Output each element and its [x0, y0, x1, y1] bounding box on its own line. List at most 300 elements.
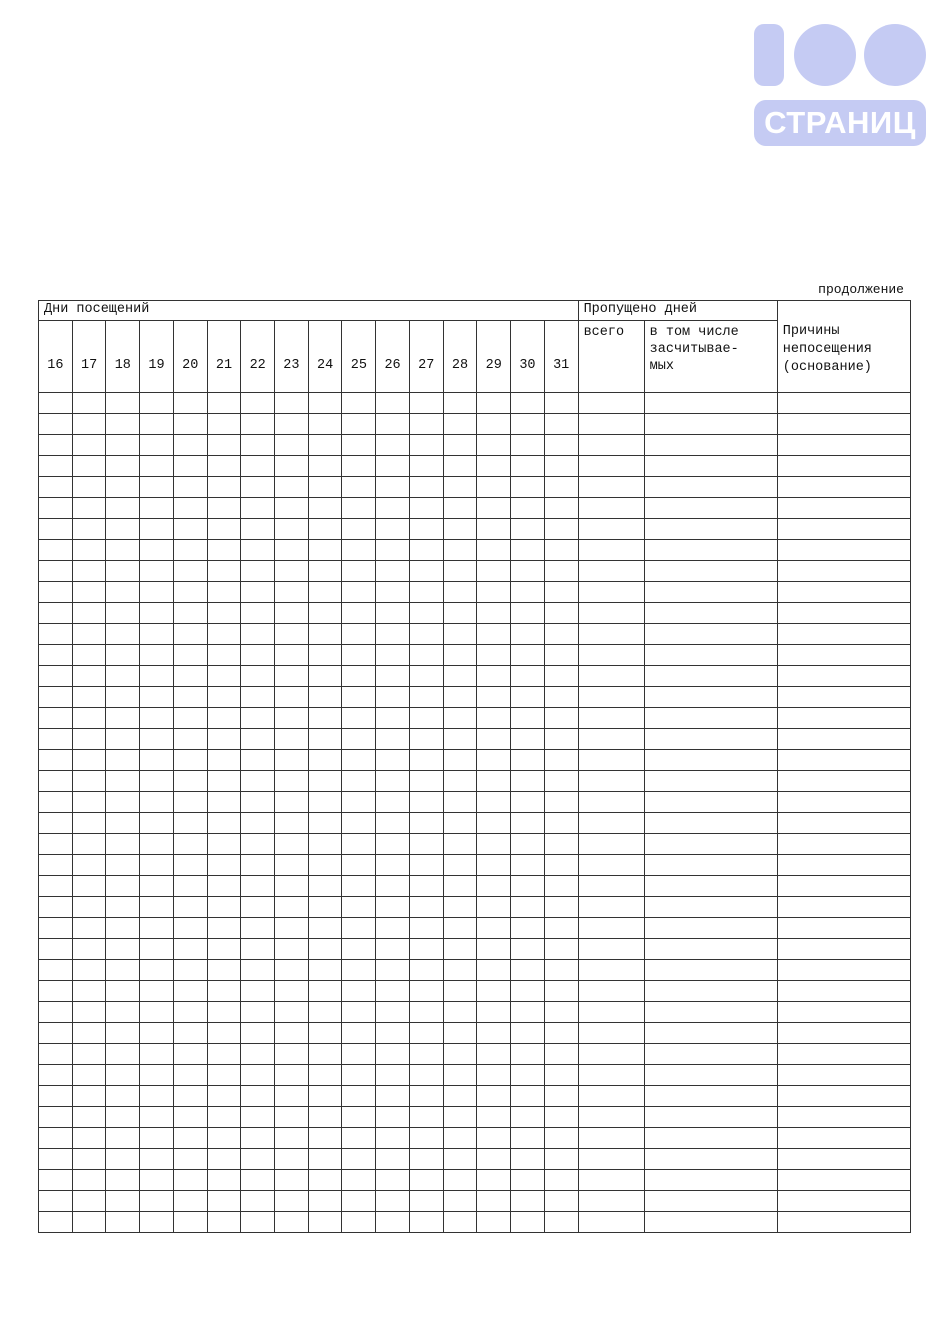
table-cell[interactable]: [275, 960, 309, 981]
table-cell[interactable]: [443, 393, 477, 414]
table-cell[interactable]: [275, 855, 309, 876]
table-cell[interactable]: [544, 855, 578, 876]
table-cell[interactable]: [308, 540, 342, 561]
table-cell[interactable]: [578, 582, 644, 603]
table-cell[interactable]: [777, 981, 910, 1002]
table-cell[interactable]: [72, 876, 106, 897]
table-cell[interactable]: [409, 1128, 443, 1149]
table-cell[interactable]: [578, 1086, 644, 1107]
table-cell[interactable]: [241, 939, 275, 960]
table-cell[interactable]: [477, 1065, 511, 1086]
table-cell[interactable]: [511, 1149, 545, 1170]
table-cell[interactable]: [376, 1002, 410, 1023]
table-cell[interactable]: [644, 414, 777, 435]
table-cell[interactable]: [207, 435, 241, 456]
table-cell[interactable]: [578, 855, 644, 876]
table-cell[interactable]: [342, 435, 376, 456]
table-cell[interactable]: [308, 750, 342, 771]
table-cell[interactable]: [39, 729, 73, 750]
table-cell[interactable]: [342, 540, 376, 561]
table-cell[interactable]: [140, 393, 174, 414]
table-cell[interactable]: [308, 477, 342, 498]
table-cell[interactable]: [72, 813, 106, 834]
table-cell[interactable]: [241, 1170, 275, 1191]
table-cell[interactable]: [443, 687, 477, 708]
table-cell[interactable]: [544, 897, 578, 918]
table-cell[interactable]: [207, 813, 241, 834]
table-cell[interactable]: [342, 456, 376, 477]
table-cell[interactable]: [578, 1170, 644, 1191]
table-cell[interactable]: [644, 1149, 777, 1170]
table-cell[interactable]: [173, 960, 207, 981]
table-cell[interactable]: [644, 1170, 777, 1191]
table-cell[interactable]: [477, 750, 511, 771]
table-cell[interactable]: [342, 414, 376, 435]
table-cell[interactable]: [275, 666, 309, 687]
table-cell[interactable]: [376, 393, 410, 414]
table-cell[interactable]: [477, 687, 511, 708]
table-cell[interactable]: [443, 981, 477, 1002]
table-cell[interactable]: [342, 1086, 376, 1107]
table-cell[interactable]: [409, 1044, 443, 1065]
table-cell[interactable]: [477, 1191, 511, 1212]
table-cell[interactable]: [207, 750, 241, 771]
table-cell[interactable]: [477, 414, 511, 435]
table-cell[interactable]: [39, 519, 73, 540]
table-cell[interactable]: [376, 1212, 410, 1233]
table-cell[interactable]: [106, 855, 140, 876]
table-cell[interactable]: [140, 498, 174, 519]
table-cell[interactable]: [207, 855, 241, 876]
table-cell[interactable]: [777, 603, 910, 624]
table-cell[interactable]: [578, 666, 644, 687]
table-cell[interactable]: [443, 477, 477, 498]
table-cell[interactable]: [72, 687, 106, 708]
table-cell[interactable]: [207, 1065, 241, 1086]
table-cell[interactable]: [511, 687, 545, 708]
table-cell[interactable]: [578, 729, 644, 750]
table-cell[interactable]: [140, 897, 174, 918]
table-cell[interactable]: [342, 750, 376, 771]
table-cell[interactable]: [443, 414, 477, 435]
table-cell[interactable]: [207, 624, 241, 645]
table-cell[interactable]: [376, 561, 410, 582]
table-cell[interactable]: [39, 1023, 73, 1044]
table-cell[interactable]: [308, 960, 342, 981]
table-cell[interactable]: [39, 624, 73, 645]
table-cell[interactable]: [511, 1023, 545, 1044]
table-cell[interactable]: [173, 435, 207, 456]
table-cell[interactable]: [241, 1086, 275, 1107]
table-cell[interactable]: [477, 792, 511, 813]
table-cell[interactable]: [39, 1107, 73, 1128]
table-cell[interactable]: [308, 498, 342, 519]
table-cell[interactable]: [207, 603, 241, 624]
table-cell[interactable]: [342, 1023, 376, 1044]
table-cell[interactable]: [106, 1170, 140, 1191]
table-cell[interactable]: [511, 1086, 545, 1107]
table-cell[interactable]: [39, 939, 73, 960]
table-cell[interactable]: [308, 897, 342, 918]
table-cell[interactable]: [241, 561, 275, 582]
table-cell[interactable]: [140, 1023, 174, 1044]
table-cell[interactable]: [308, 603, 342, 624]
table-cell[interactable]: [308, 1170, 342, 1191]
table-cell[interactable]: [477, 645, 511, 666]
table-cell[interactable]: [511, 477, 545, 498]
table-cell[interactable]: [644, 1191, 777, 1212]
table-cell[interactable]: [511, 519, 545, 540]
table-cell[interactable]: [207, 1128, 241, 1149]
table-cell[interactable]: [39, 897, 73, 918]
table-cell[interactable]: [207, 561, 241, 582]
table-cell[interactable]: [140, 477, 174, 498]
table-cell[interactable]: [777, 834, 910, 855]
table-cell[interactable]: [777, 414, 910, 435]
table-cell[interactable]: [544, 918, 578, 939]
table-cell[interactable]: [644, 687, 777, 708]
table-cell[interactable]: [72, 540, 106, 561]
table-cell[interactable]: [308, 1212, 342, 1233]
table-cell[interactable]: [544, 519, 578, 540]
table-cell[interactable]: [173, 1044, 207, 1065]
table-cell[interactable]: [777, 498, 910, 519]
table-cell[interactable]: [477, 981, 511, 1002]
table-cell[interactable]: [644, 897, 777, 918]
table-cell[interactable]: [106, 813, 140, 834]
table-cell[interactable]: [275, 519, 309, 540]
table-cell[interactable]: [241, 1149, 275, 1170]
table-cell[interactable]: [72, 435, 106, 456]
table-cell[interactable]: [275, 1128, 309, 1149]
table-cell[interactable]: [511, 540, 545, 561]
table-cell[interactable]: [376, 519, 410, 540]
table-cell[interactable]: [544, 666, 578, 687]
table-cell[interactable]: [409, 918, 443, 939]
table-cell[interactable]: [275, 582, 309, 603]
table-cell[interactable]: [140, 981, 174, 1002]
table-cell[interactable]: [544, 477, 578, 498]
table-cell[interactable]: [106, 981, 140, 1002]
table-cell[interactable]: [578, 897, 644, 918]
table-cell[interactable]: [443, 1023, 477, 1044]
table-cell[interactable]: [511, 498, 545, 519]
table-cell[interactable]: [578, 540, 644, 561]
table-cell[interactable]: [511, 918, 545, 939]
table-cell[interactable]: [443, 834, 477, 855]
table-cell[interactable]: [207, 456, 241, 477]
table-cell[interactable]: [477, 960, 511, 981]
table-cell[interactable]: [140, 456, 174, 477]
table-cell[interactable]: [777, 687, 910, 708]
table-cell[interactable]: [173, 855, 207, 876]
table-cell[interactable]: [275, 729, 309, 750]
table-cell[interactable]: [275, 792, 309, 813]
table-cell[interactable]: [140, 1044, 174, 1065]
table-cell[interactable]: [443, 897, 477, 918]
table-cell[interactable]: [477, 939, 511, 960]
table-cell[interactable]: [376, 1191, 410, 1212]
table-cell[interactable]: [477, 1149, 511, 1170]
table-cell[interactable]: [477, 876, 511, 897]
table-cell[interactable]: [140, 813, 174, 834]
table-cell[interactable]: [644, 540, 777, 561]
table-cell[interactable]: [72, 603, 106, 624]
table-cell[interactable]: [477, 1023, 511, 1044]
table-cell[interactable]: [376, 666, 410, 687]
table-cell[interactable]: [578, 981, 644, 1002]
table-cell[interactable]: [207, 582, 241, 603]
table-cell[interactable]: [241, 519, 275, 540]
table-cell[interactable]: [578, 687, 644, 708]
table-cell[interactable]: [443, 813, 477, 834]
table-cell[interactable]: [376, 1065, 410, 1086]
table-cell[interactable]: [207, 1107, 241, 1128]
table-cell[interactable]: [342, 813, 376, 834]
table-cell[interactable]: [308, 456, 342, 477]
table-cell[interactable]: [140, 876, 174, 897]
table-cell[interactable]: [544, 708, 578, 729]
table-cell[interactable]: [308, 813, 342, 834]
table-cell[interactable]: [777, 645, 910, 666]
table-cell[interactable]: [241, 729, 275, 750]
table-cell[interactable]: [644, 603, 777, 624]
table-cell[interactable]: [477, 393, 511, 414]
table-cell[interactable]: [241, 393, 275, 414]
table-cell[interactable]: [308, 1086, 342, 1107]
table-cell[interactable]: [39, 561, 73, 582]
table-cell[interactable]: [241, 1128, 275, 1149]
table-cell[interactable]: [376, 750, 410, 771]
table-cell[interactable]: [342, 1065, 376, 1086]
table-cell[interactable]: [409, 456, 443, 477]
table-cell[interactable]: [207, 729, 241, 750]
table-cell[interactable]: [241, 876, 275, 897]
table-cell[interactable]: [777, 456, 910, 477]
table-cell[interactable]: [173, 477, 207, 498]
table-cell[interactable]: [140, 792, 174, 813]
table-cell[interactable]: [376, 897, 410, 918]
table-cell[interactable]: [275, 435, 309, 456]
table-cell[interactable]: [443, 1128, 477, 1149]
table-cell[interactable]: [241, 477, 275, 498]
table-cell[interactable]: [207, 834, 241, 855]
table-cell[interactable]: [477, 1128, 511, 1149]
table-cell[interactable]: [106, 477, 140, 498]
table-cell[interactable]: [241, 414, 275, 435]
table-cell[interactable]: [72, 960, 106, 981]
table-cell[interactable]: [443, 1212, 477, 1233]
table-cell[interactable]: [578, 939, 644, 960]
table-cell[interactable]: [342, 729, 376, 750]
table-cell[interactable]: [777, 1170, 910, 1191]
table-cell[interactable]: [72, 561, 106, 582]
table-cell[interactable]: [578, 876, 644, 897]
table-cell[interactable]: [140, 729, 174, 750]
table-cell[interactable]: [409, 1149, 443, 1170]
table-cell[interactable]: [544, 414, 578, 435]
table-cell[interactable]: [342, 792, 376, 813]
table-cell[interactable]: [39, 855, 73, 876]
table-cell[interactable]: [409, 393, 443, 414]
table-cell[interactable]: [308, 981, 342, 1002]
table-cell[interactable]: [106, 645, 140, 666]
table-cell[interactable]: [443, 960, 477, 981]
table-cell[interactable]: [241, 645, 275, 666]
table-cell[interactable]: [39, 960, 73, 981]
table-cell[interactable]: [140, 1191, 174, 1212]
table-cell[interactable]: [477, 897, 511, 918]
table-cell[interactable]: [106, 1002, 140, 1023]
table-cell[interactable]: [409, 939, 443, 960]
table-cell[interactable]: [241, 666, 275, 687]
table-cell[interactable]: [173, 939, 207, 960]
table-cell[interactable]: [106, 687, 140, 708]
table-cell[interactable]: [275, 876, 309, 897]
table-cell[interactable]: [644, 561, 777, 582]
table-cell[interactable]: [777, 1065, 910, 1086]
table-cell[interactable]: [443, 1065, 477, 1086]
table-cell[interactable]: [644, 918, 777, 939]
table-cell[interactable]: [376, 834, 410, 855]
table-cell[interactable]: [140, 939, 174, 960]
table-cell[interactable]: [173, 981, 207, 1002]
table-cell[interactable]: [544, 498, 578, 519]
table-cell[interactable]: [342, 708, 376, 729]
table-cell[interactable]: [275, 1023, 309, 1044]
table-cell[interactable]: [342, 1170, 376, 1191]
table-cell[interactable]: [106, 1086, 140, 1107]
table-cell[interactable]: [477, 666, 511, 687]
table-cell[interactable]: [544, 456, 578, 477]
table-cell[interactable]: [342, 918, 376, 939]
table-cell[interactable]: [644, 477, 777, 498]
table-cell[interactable]: [578, 960, 644, 981]
table-cell[interactable]: [39, 750, 73, 771]
table-cell[interactable]: [308, 666, 342, 687]
table-cell[interactable]: [275, 771, 309, 792]
table-cell[interactable]: [376, 1023, 410, 1044]
table-cell[interactable]: [39, 876, 73, 897]
table-cell[interactable]: [777, 1002, 910, 1023]
table-cell[interactable]: [578, 1065, 644, 1086]
table-cell[interactable]: [409, 729, 443, 750]
table-cell[interactable]: [106, 624, 140, 645]
table-cell[interactable]: [376, 771, 410, 792]
table-cell[interactable]: [39, 393, 73, 414]
table-cell[interactable]: [106, 519, 140, 540]
table-cell[interactable]: [578, 393, 644, 414]
table-cell[interactable]: [72, 1086, 106, 1107]
table-cell[interactable]: [777, 813, 910, 834]
table-cell[interactable]: [777, 960, 910, 981]
table-cell[interactable]: [207, 1023, 241, 1044]
table-cell[interactable]: [72, 582, 106, 603]
table-cell[interactable]: [72, 918, 106, 939]
table-cell[interactable]: [477, 1170, 511, 1191]
table-cell[interactable]: [39, 603, 73, 624]
table-cell[interactable]: [207, 876, 241, 897]
table-cell[interactable]: [777, 1023, 910, 1044]
table-cell[interactable]: [72, 1002, 106, 1023]
table-cell[interactable]: [241, 792, 275, 813]
table-cell[interactable]: [644, 435, 777, 456]
table-cell[interactable]: [173, 498, 207, 519]
table-cell[interactable]: [644, 708, 777, 729]
table-cell[interactable]: [376, 498, 410, 519]
table-cell[interactable]: [39, 666, 73, 687]
table-cell[interactable]: [140, 624, 174, 645]
table-cell[interactable]: [241, 603, 275, 624]
table-cell[interactable]: [443, 624, 477, 645]
table-cell[interactable]: [275, 393, 309, 414]
table-cell[interactable]: [207, 687, 241, 708]
table-cell[interactable]: [342, 645, 376, 666]
table-cell[interactable]: [173, 1191, 207, 1212]
table-cell[interactable]: [106, 792, 140, 813]
table-cell[interactable]: [644, 834, 777, 855]
table-cell[interactable]: [72, 1191, 106, 1212]
table-cell[interactable]: [39, 1191, 73, 1212]
table-cell[interactable]: [275, 414, 309, 435]
table-cell[interactable]: [140, 582, 174, 603]
table-cell[interactable]: [443, 918, 477, 939]
table-cell[interactable]: [578, 834, 644, 855]
table-cell[interactable]: [241, 435, 275, 456]
table-cell[interactable]: [544, 771, 578, 792]
table-cell[interactable]: [39, 1044, 73, 1065]
table-cell[interactable]: [376, 1170, 410, 1191]
table-cell[interactable]: [511, 1107, 545, 1128]
table-cell[interactable]: [578, 435, 644, 456]
table-cell[interactable]: [544, 1212, 578, 1233]
table-cell[interactable]: [39, 687, 73, 708]
table-cell[interactable]: [140, 1128, 174, 1149]
table-cell[interactable]: [511, 582, 545, 603]
table-cell[interactable]: [578, 750, 644, 771]
table-cell[interactable]: [376, 1044, 410, 1065]
table-cell[interactable]: [409, 897, 443, 918]
table-cell[interactable]: [443, 435, 477, 456]
table-cell[interactable]: [777, 540, 910, 561]
table-cell[interactable]: [578, 1128, 644, 1149]
table-cell[interactable]: [275, 456, 309, 477]
table-cell[interactable]: [376, 645, 410, 666]
table-cell[interactable]: [173, 1170, 207, 1191]
table-cell[interactable]: [544, 687, 578, 708]
table-cell[interactable]: [477, 540, 511, 561]
table-cell[interactable]: [173, 393, 207, 414]
table-cell[interactable]: [140, 1212, 174, 1233]
table-cell[interactable]: [409, 1023, 443, 1044]
table-cell[interactable]: [342, 561, 376, 582]
table-cell[interactable]: [207, 393, 241, 414]
table-cell[interactable]: [72, 1212, 106, 1233]
table-cell[interactable]: [443, 1002, 477, 1023]
table-cell[interactable]: [140, 540, 174, 561]
table-cell[interactable]: [644, 1212, 777, 1233]
table-cell[interactable]: [72, 1023, 106, 1044]
table-cell[interactable]: [376, 435, 410, 456]
table-cell[interactable]: [578, 1212, 644, 1233]
table-cell[interactable]: [409, 645, 443, 666]
table-cell[interactable]: [511, 708, 545, 729]
table-cell[interactable]: [443, 1149, 477, 1170]
table-cell[interactable]: [511, 1065, 545, 1086]
table-cell[interactable]: [207, 1149, 241, 1170]
table-cell[interactable]: [477, 1086, 511, 1107]
table-cell[interactable]: [39, 981, 73, 1002]
